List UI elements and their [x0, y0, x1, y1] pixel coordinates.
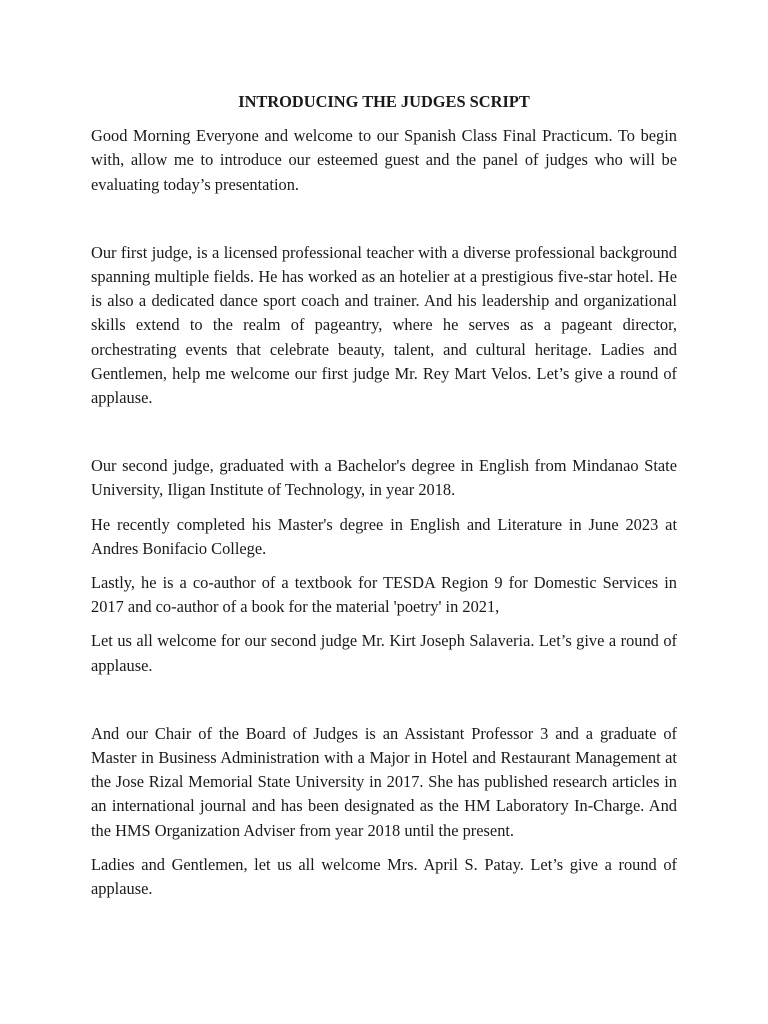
document-title: INTRODUCING THE JUDGES SCRIPT: [238, 92, 530, 111]
document-page: [91, 90, 677, 911]
paragraph-second-judge-education: Our second judge, graduated with a Bachelor's degree in English from Mindanao State University, Iligan Institute of Technology, in year 2018.: [91, 456, 677, 500]
paragraph-second-judge-welcome: Let us all welcome for our second judge Mr. Kirt Joseph Salaveria. Let’s give a round of applause.: [91, 631, 677, 675]
paragraph-chair-welcome: Ladies and Gentlemen, let us all welcome Mrs. April S. Patay. Let’s give a round of applause.: [91, 854, 677, 899]
paragraph-first-judge: Our first judge, is a licensed professional teacher with a diverse professional background spanning multiple fields. He has worked as an hotelier at a prestigious five-star hotel. He is also a dedicated dance sport coach and trainer. And his leadership and organizational skills extend to the realm of pageantry, where he serves as a pageant director, orchestrating events that celebrate beauty, talent, and cultural heritage. Ladies and Gentlemen, help me welcome our first judge Mr. Rey Mart Velos. Let’s give a round of applause.: [91, 242, 677, 408]
paragraph-second-judge-author: Lastly, he is a co-author of a textbook for TESDA Region 9 for Domestic Services in 2017 and co-author of a book for the material 'poetry' in 2021,: [91, 573, 677, 617]
paragraph-welcome: Good Morning Everyone and welcome to our Spanish Class Final Practicum. To begin with, allow me to introduce our esteemed guest and the panel of judges who will be evaluating today’s presentation.: [91, 126, 677, 194]
paragraph-second-judge-masters: He recently completed his Master's degree in English and Literature in June 2023 at Andres Bonifacio College.: [91, 514, 677, 558]
paragraph-chair-judge: And our Chair of the Board of Judges is an Assistant Professor 3 and a graduate of Master in Business Administration with a Major in Hotel and Restaurant Management at the Jose Rizal Memorial State University in 2017. She has published research articles in an international journal and has been designated as the HM Laboratory In-Charge. And the HMS Organization Adviser from year 2018 until the present.: [91, 723, 677, 840]
